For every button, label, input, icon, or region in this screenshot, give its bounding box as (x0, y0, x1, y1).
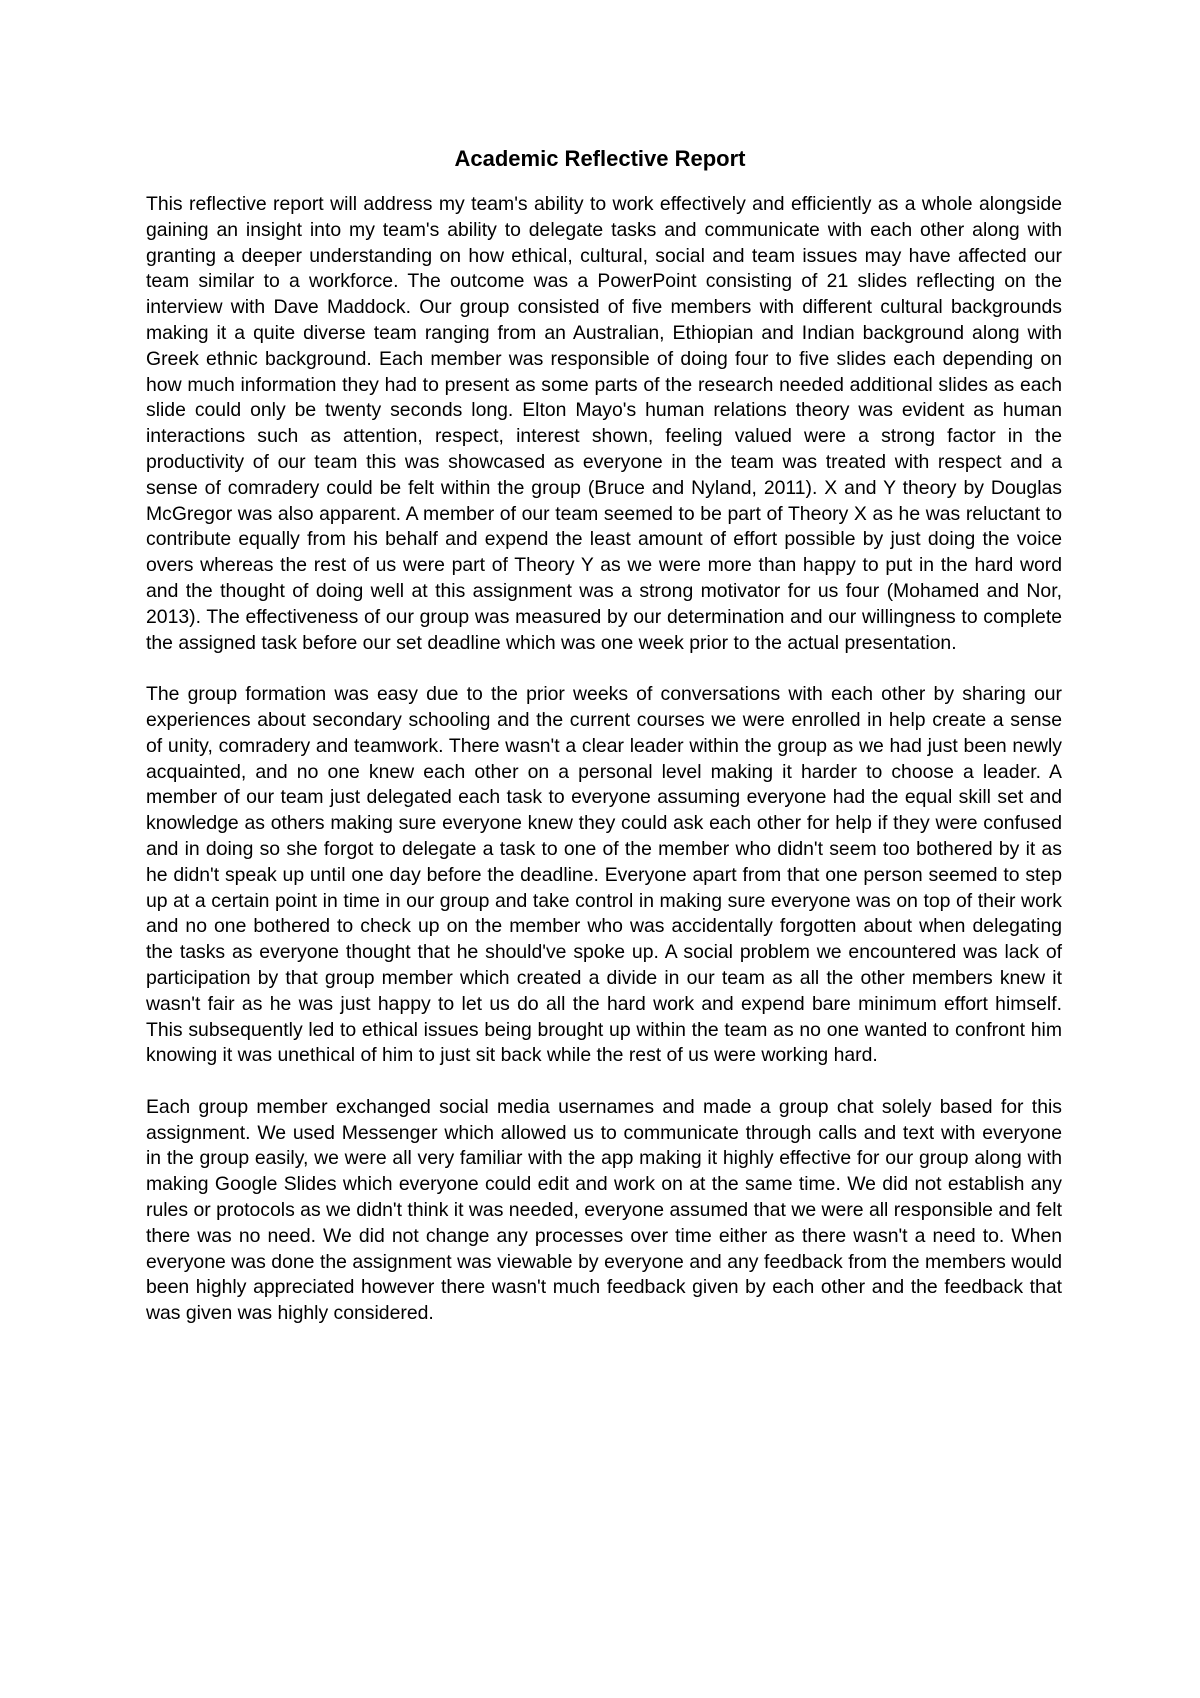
paragraph-1: This reflective report will address my team's ability to work effectively and efficiently as a whole alongside gaining an insight into my team's ability to delegate tasks and communicate with each other along with granting a deeper understanding on how ethical, cultural, social and team issues may have affected our team similar to a workforce. The outcome was a PowerPoint consisting of 21 slides reflecting on the interview with Dave Maddock. Our group consisted of five members with different cultural backgrounds making it a quite diverse team ranging from an Australian, Ethiopian and Indian background along with Greek ethnic background. Each member was responsible of doing four to five slides each depending on how much information they had to present as some parts of the research needed additional slides as each slide could only be twenty seconds long. Elton Mayo's human relations theory was evident as human interactions such as attention, respect, interest shown, feeling valued were a strong factor in the productivity of our team this was showcased as everyone in the team was treated with respect and a sense of comradery could be felt within the group (Bruce and Nyland, 2011). X and Y theory by Douglas McGregor was also apparent. A member of our team seemed to be part of Theory X as he was reluctant to contribute equally from his behalf and expend the least amount of effort possible by just doing the voice overs whereas the rest of us were part of Theory Y as we were more than happy to put in the hard word and the thought of doing well at this assignment was a strong motivator for us four (Mohamed and Nor, 2013). The effectiveness of our group was measured by our determination and our willingness to complete the assigned task before our set deadline which was one week prior to the actual presentation. (146, 193, 1062, 654)
paragraph-3: Each group member exchanged social media usernames and made a group chat solely based for this assignment. We used Messenger which allowed us to communicate through calls and text with everyone in the group easily, we were all very familiar with the app making it highly effective for our group along with making Google Slides which everyone could edit and work on at the same time. We did not establish any rules or protocols as we didn't think it was needed, everyone assumed that we were all responsible and felt there was no need. We did not change any processes over time either as there wasn't a need to. When everyone was done the assignment was viewable by everyone and any feedback from the members would been highly appreciated however there wasn't much feedback given by each other and the feedback that was given was highly considered. (146, 1095, 1062, 1325)
document-body (146, 192, 1062, 1353)
document-title: Academic Reflective Report (454, 146, 746, 171)
paragraph-2: The group formation was easy due to the prior weeks of conversations with each other by sharing our experiences about secondary schooling and the current courses we were enrolled in help create a sense of unity, comradery and teamwork. There wasn't a clear leader within the group as we had just been newly acquainted, and no one knew each other on a personal level making it harder to choose a leader. A member of our team just delegated each task to everyone assuming everyone had the equal skill set and knowledge as others making sure everyone knew they could ask each other for help if they were confused and in doing so she forgot to delegate a task to one of the member who didn't seem too bothered by it as he didn't speak up until one day before the deadline. Everyone apart from that one person seemed to step up at a certain point in time in our group and take control in making sure everyone was on top of their work and no one bothered to check up on the member who was accidentally forgotten about when delegating the tasks as everyone thought that he should've spoke up. A social problem we encountered was lack of participation by that group member which created a divide in our team as all the other members knew it wasn't fair as he was just happy to let us do all the hard work and expend bare minimum effort himself. This subsequently led to ethical issues being brought up within the team as no one wanted to confront him knowing it was unethical of him to just sit back while the rest of us were working hard. (146, 683, 1062, 1067)
